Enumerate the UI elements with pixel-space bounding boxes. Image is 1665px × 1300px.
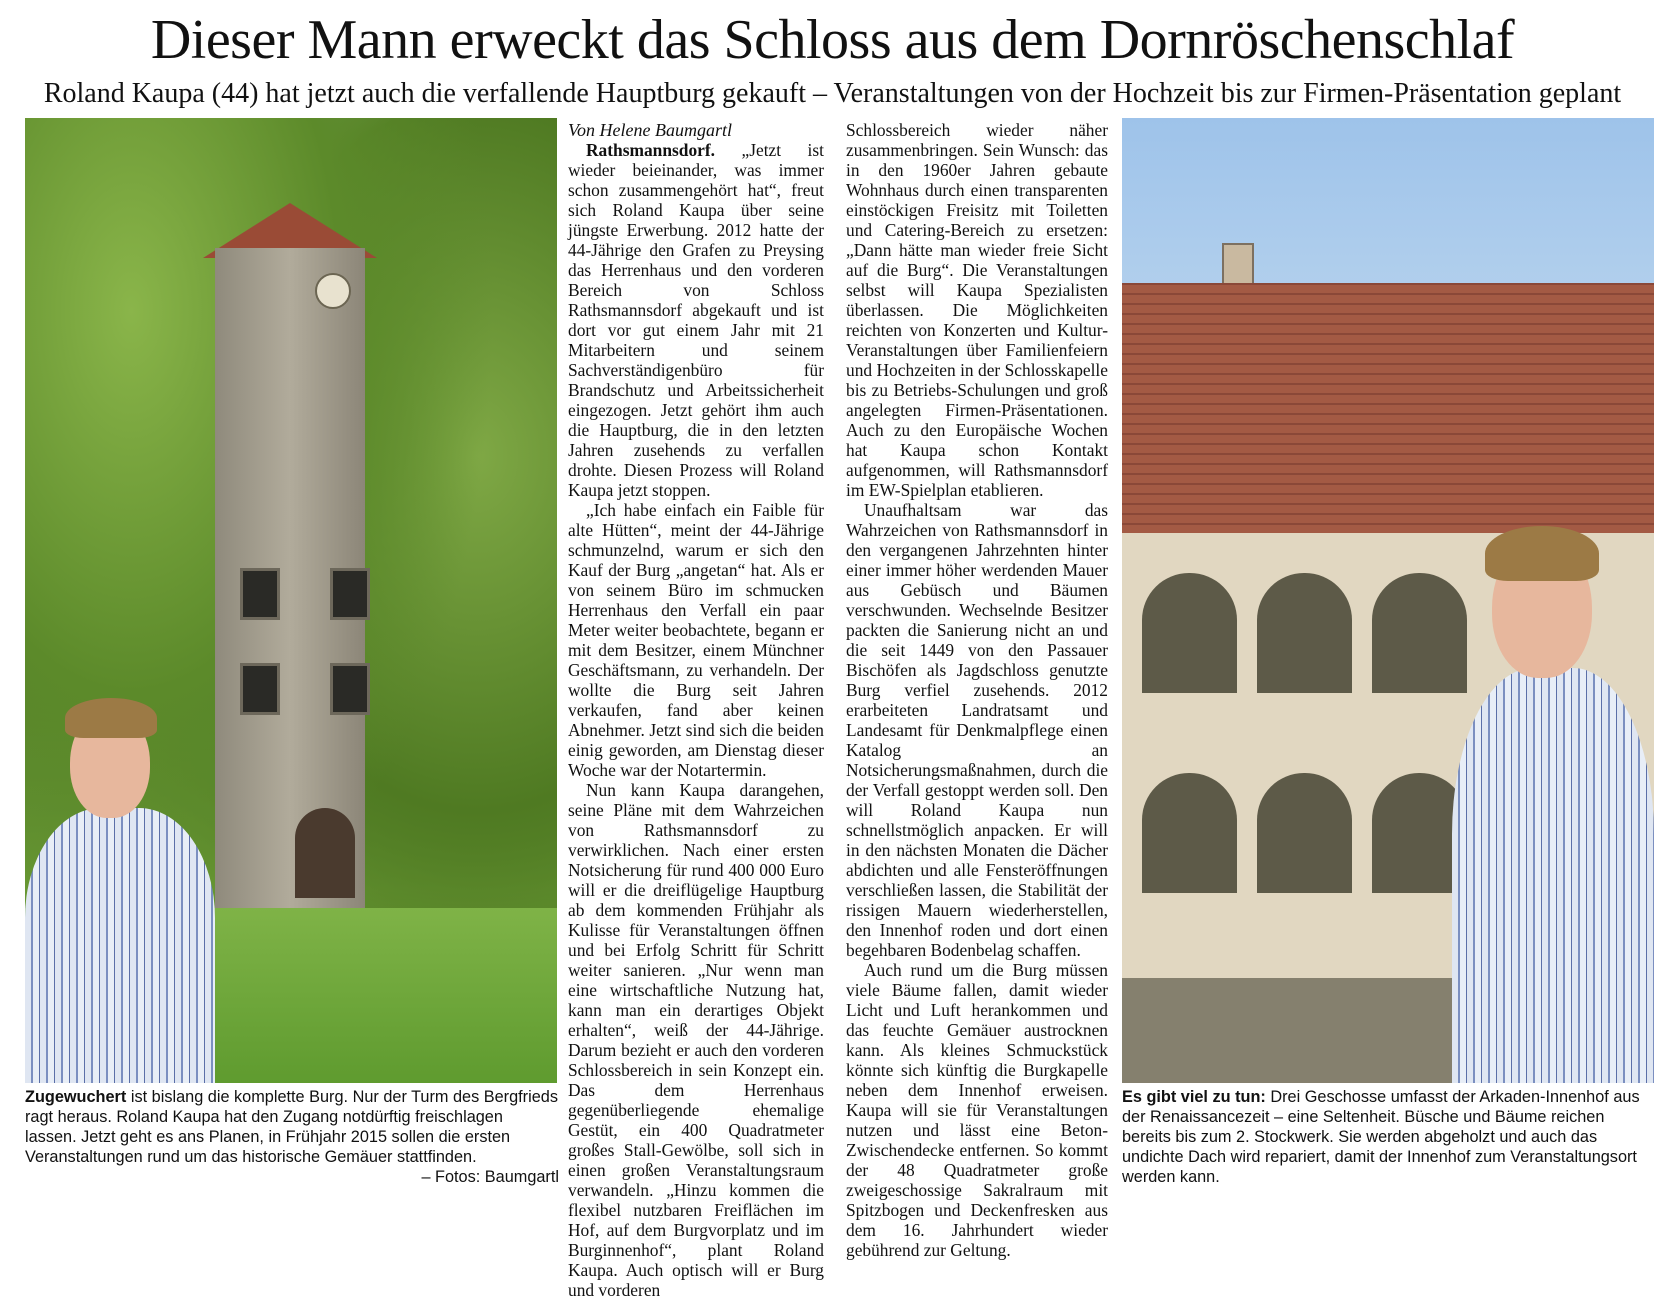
tower-window [330, 568, 370, 620]
arch [1257, 773, 1352, 893]
caption-right-lead: Es gibt viel zu tun: [1122, 1088, 1266, 1106]
byline: Von Helene Baumgartl [568, 120, 732, 140]
clock-face [315, 273, 351, 309]
arch [1257, 573, 1352, 693]
caption-right [1122, 1087, 1657, 1187]
subheadline: Roland Kaupa (44) hat jetzt auch die verfallende Hauptburg gekauft – Veranstaltungen von der Hochzeit bis zur Firmen-Präsentation geplant [43, 78, 1622, 109]
article-paragraph: Schlossbereich wieder näher zusammenbringen. Sein Wunsch: das in den 1960er Jahren gebaute Wohnhaus durch einen transparenten einstöckigen Freisitz mit Toiletten und Catering-Bereich zu ersetzen: „Dann hätte man wieder freie Sicht auf die Burg“. Die Veranstaltungen selbst will Kaupa Spezialisten überlassen. Die Möglichkeiten reichten von Konzerten und Kultur-Veranstaltungen über Familienfeiern und Hochzeiten in der Schlosskapelle bis zu Betriebs-Schulungen und groß angelegten Firmen-Präsentationen. Auch zu den Europäische Wochen hat Kaupa schon Kontakt aufgenommen, will Rathsmannsdorf im EW-Spielplan etablieren. [846, 120, 1108, 500]
caption-left [25, 1087, 559, 1187]
photo-arcade-courtyard [1122, 118, 1654, 1083]
article-paragraph: Auch rund um die Burg müssen viele Bäume fallen, damit wieder Licht und Luft herankommen und das feuchte Gemäuer austrocknen kann. Als kleines Schmuckstück könnte sich künftig die Burgkapelle neben dem Innenhof erweisen. Kaupa will sie für Veranstaltungen nutzen und lässt eine Beton-Zwischendecke entfernen. So kommt der 48 Quadratmeter große zweigeschossige Sakralraum mit Spitzbogen und Deckenfresken aus dem 16. Jahrhundert wieder gebührend zur Geltung. [846, 960, 1108, 1260]
tower-door [295, 808, 355, 898]
photo-credit: – Fotos: Baumgartl [421, 1168, 559, 1186]
article-paragraph: Unaufhaltsam war das Wahrzeichen von Rathsmannsdorf in den vergangenen Jahrzehnten hinter einer immer höher werdenden Mauer aus Gebüsch und Bäumen verschwunden. Wechselnde Besitzer packten die Sanierung nicht an und die seit 1449 von den Passauer Bischöfen als Jagdschloss genutzte Burg verfiel zusehends. 2012 erarbeiteten Landratsamt und Landesamt für Denkmalpflege einen Katalog an Notsicherungsmaßnahmen, durch die der Verfall gestoppt werden soll. Den will Roland Kaupa nun schnellstmöglich anpacken. Er will in den nächsten Monaten die Dächer abdichten und alle Fensteröffnungen verschließen lassen, die Stabilität der rissigen Mauern wiederherstellen, den Innenhof roden und dort einen begehbaren Bodenbelag schaffen. [846, 500, 1108, 960]
arch [1142, 573, 1237, 693]
tower-window [240, 568, 280, 620]
paragraph-text: „Jetzt ist wieder beieinander, was immer schon zusammengehört hat“, freut sich Roland Kaupa über seine jüngste Erwerbung. 2012 hatte der 44-Jährige den Grafen zu Preysing das Herrenhaus und den vorderen Bereich von Schloss Rathsmannsdorf abgekauft und ist dort vor gut einem Jahr mit 21 Mitarbeitern und seinem Sachverständigenbüro für Brandschutz und Arbeitssicherheit eingezogen. Jetzt gehört ihm auch die Hauptburg, die in den letzten Jahren zusehends zu verfallen drohte. Diesen Prozess will Roland Kaupa jetzt stoppen. [568, 140, 824, 500]
article-paragraph [568, 140, 824, 500]
article-paragraph: „Ich habe einfach ein Faible für alte Hütten“, meint der 44-Jährige schmunzelnd, warum er sich den Kauf der Burg „angetan“ hat. Als er von seinem Büro im schmucken Herrenhaus den Verfall ein paar Meter weiter beobachtete, begann er mit dem Besitzer, einem Münchner Geschäftsmann, zu verhandeln. Der wollte die Burg seit Jahren verkaufen, fand aber keinen Abnehmer. Jetzt sind sich die beiden einig geworden, am Dienstag dieser Woche war der Notartermin. [568, 500, 824, 780]
tower-window [330, 663, 370, 715]
person-roland-kaupa [25, 668, 215, 1083]
arch [1142, 773, 1237, 893]
article-column-2 [846, 120, 1108, 1260]
dateline: Rathsmannsdorf. [586, 140, 716, 160]
headline: Dieser Mann erweckt das Schloss aus dem Dornröschenschlaf [150, 9, 1515, 71]
caption-left-text: ist bislang die komplette Burg. Nur der Turm des Bergfrieds ragt heraus. Roland Kaupa hat den Zugang notdürftig freischlagen lassen. Jetzt geht es ans Planen, in Frühjahr 2015 sollen die ersten Veranstaltungen rund um das historische Gemäuer stattfinden. [25, 1088, 558, 1166]
person-roland-kaupa [1437, 498, 1654, 1083]
photo-castle-tower [25, 118, 557, 1083]
article-column-1 [568, 120, 824, 1300]
article-paragraph: Nun kann Kaupa darangehen, seine Pläne mit dem Wahrzeichen von Rathsmannsdorf zu verwirklichen. Nach einer ersten Notsicherung für rund 400 000 Euro will er die dreiflügelige Hauptburg ab dem kommenden Frühjahr als Kulisse für Veranstaltungen öffnen und bei Erfolg Schritt für Schritt weiter sanieren. „Nur wenn man eine wirtschaftliche Nutzung hat, kann man ein derartiges Objekt erhalten“, weiß der 44-Jährige. Darum bezieht er auch den vorderen Schlossbereich in sein Konzept ein. Das dem Herrenhaus gegenüberliegende ehemalige Gestüt, ein 400 Quadratmeter großes Stall-Gewölbe, soll sich in einen großen Veranstaltungsraum verwandeln. „Hinzu kommen die flexibel nutzbaren Freiflächen im Hof, auf dem Burgvorplatz und im Burginnenhof“, plant Roland Kaupa. Auch optisch will er Burg und vorderen [568, 780, 824, 1300]
caption-left-lead: Zugewuchert [25, 1088, 127, 1106]
tiled-roof [1122, 283, 1654, 533]
caption-right-text: Drei Geschosse umfasst der Arkaden-Innenhof aus der Renaissancezeit – eine Seltenheit. Büsche und Bäume reichen bereits bis zum 2. Stockwerk. Sie werden abgeholzt und auch das undichte Dach wird repariert, damit der Innenhof zum Veranstaltungsort werden kann. [1122, 1088, 1640, 1186]
tower-window [240, 663, 280, 715]
